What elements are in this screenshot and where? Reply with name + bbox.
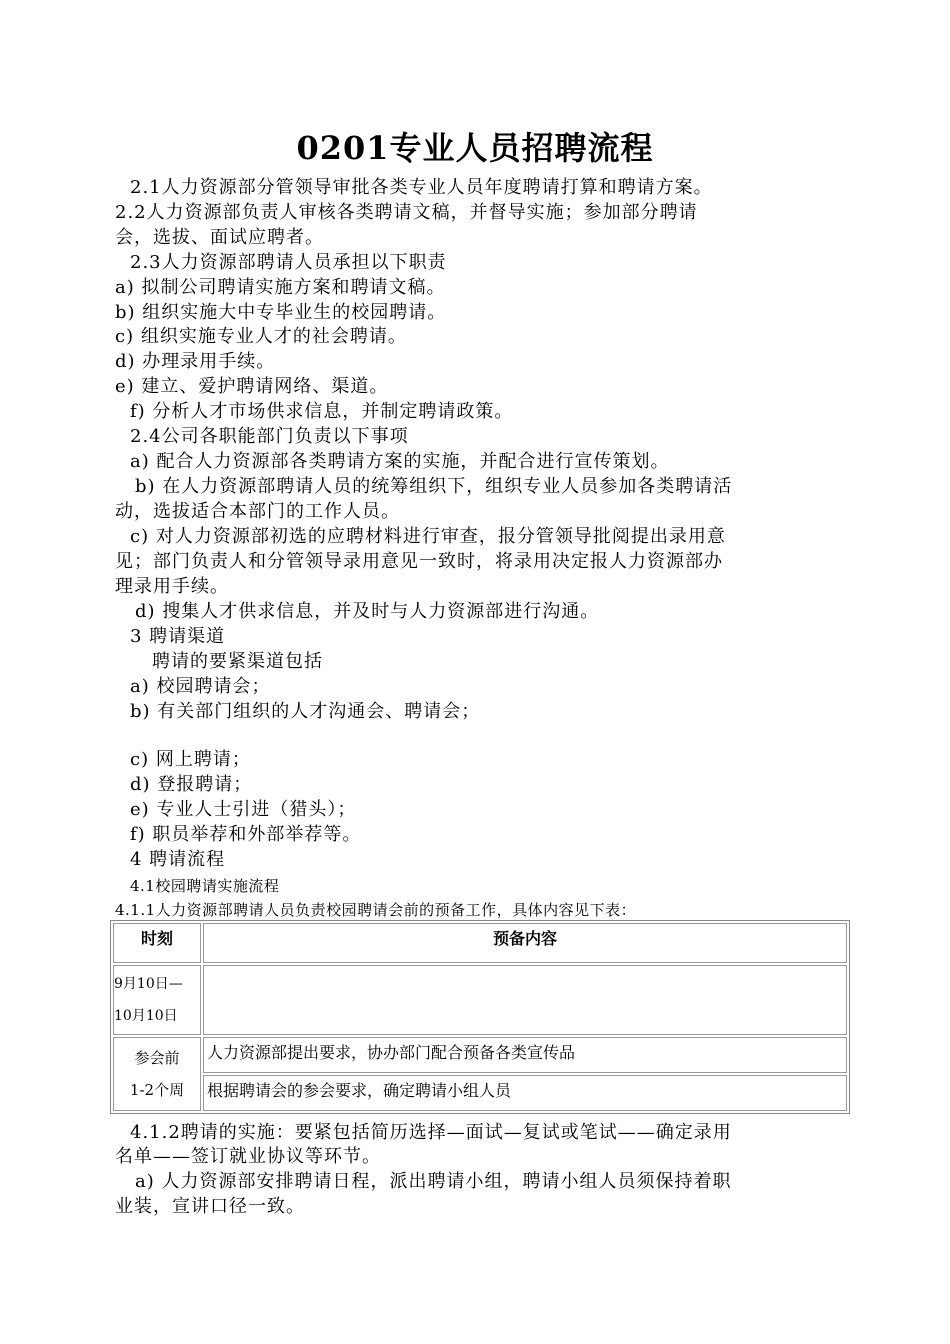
paragraph-line: 4.1.2聘请的实施：要紧包括简历选择—面试—复试或笔试——确定录用 [130, 1122, 732, 1143]
paragraph-line: 聘请的要紧渠道包括 [152, 651, 323, 672]
paragraph-line: 见；部门负责人和分管领导录用意见一致时，将录用决定报人力资源部办 [115, 551, 723, 572]
table-cell-content [203, 965, 847, 1035]
paragraph-line: 2.2人力资源部负责人审核各类聘请文稿，并督导实施；参加部分聘请 [115, 202, 698, 223]
paragraph-line: e) 专业人士引进（猎头）； [130, 799, 357, 820]
table-cell-content: 人力资源部提出要求，协办部门配合预备各类宣传品 [203, 1037, 847, 1073]
paragraph-line: c) 组织实施专业人才的社会聘请。 [115, 326, 407, 347]
paragraph-line: 4.1.1人力资源部聘请人员负责校园聘请会前的预备工作，具体内容见下表： [115, 901, 637, 919]
paragraph-line: b) 有关部门组织的人才沟通会、聘请会； [130, 701, 481, 722]
table-cell-time [113, 965, 201, 1035]
subsection-heading: 4.1校园聘请实施流程 [130, 877, 280, 895]
paragraph-line: 动，选拔适合本部门的工作人员。 [115, 501, 400, 522]
paragraph-line: 2.4公司各职能部门负责以下事项 [130, 426, 409, 447]
paragraph-line: d) 搜集人才供求信息，并及时与人力资源部进行沟通。 [135, 601, 600, 622]
paragraph-line: 会，选拔、面试应聘者。 [115, 227, 324, 248]
time-line: 9月10日— [114, 976, 183, 992]
paragraph-line: a) 拟制公司聘请实施方案和聘请文稿。 [115, 277, 446, 298]
paragraph-line: d) 登报聘请； [130, 774, 253, 795]
paragraph-line: b) 在人力资源部聘请人员的统筹组织下，组织专业人员参加各类聘请活 [135, 476, 733, 497]
table-cell-time [113, 1037, 201, 1111]
paragraph-line: b) 组织实施大中专毕业生的校园聘请。 [115, 302, 447, 323]
table-row [113, 1037, 847, 1073]
table-header-content: 预备内容 [203, 923, 847, 963]
time-line: 10月10日 [114, 1008, 178, 1024]
paragraph-line: 业装，宣讲口径一致。 [115, 1196, 305, 1217]
paragraph-line: f) 职员举荐和外部举荐等。 [130, 824, 362, 845]
paragraph-line: 2.3人力资源部聘请人员承担以下职责 [130, 252, 447, 273]
paragraph-line: f) 分析人才市场供求信息，并制定聘请政策。 [130, 401, 514, 422]
paragraph-line: a) 校园聘请会； [130, 676, 271, 697]
paragraph-line: 2.1人力资源部分管领导审批各类专业人员年度聘请打算和聘请方案。 [130, 177, 713, 198]
time-line: 参会前 [134, 1049, 180, 1067]
table-header-row [113, 923, 847, 963]
table-row [113, 965, 847, 1035]
table-row [113, 1075, 847, 1111]
paragraph-line: d) 办理录用手续。 [115, 351, 276, 372]
paragraph-line: 理录用手续。 [115, 576, 229, 597]
paragraph-line: e) 建立、爱护聘请网络、渠道。 [115, 376, 389, 397]
paragraph-line: a) 配合人力资源部各类聘请方案的实施，并配合进行宣传策划。 [130, 451, 670, 472]
paragraph-line: c) 网上聘请； [130, 749, 251, 770]
time-line: 1-2个周 [129, 1081, 185, 1099]
table-cell-content: 根据聘请会的参会要求，确定聘请小组人员 [203, 1075, 847, 1111]
section-heading: 4 聘请流程 [130, 849, 226, 870]
paragraph-line: a) 人力资源部安排聘请日程，派出聘请小组，聘请小组人员须保持着职 [135, 1171, 732, 1192]
section-heading: 3 聘请渠道 [130, 626, 226, 647]
preparation-table [110, 920, 850, 1114]
paragraph-line: 名单——签订就业协议等环节。 [115, 1146, 381, 1167]
table-header-time: 时刻 [113, 923, 201, 963]
paragraph-line: c) 对人力资源部初选的应聘材料进行审查，报分管领导批阅提出录用意 [130, 526, 726, 547]
document-title: 0201专业人员招聘流程 [296, 129, 654, 167]
